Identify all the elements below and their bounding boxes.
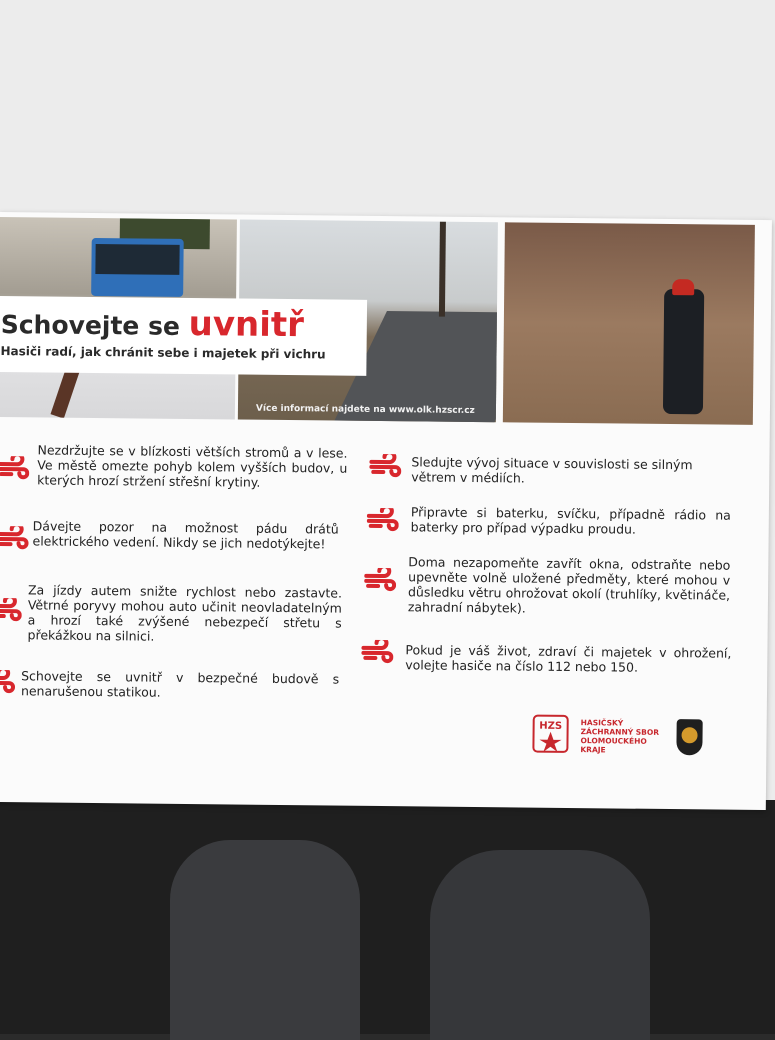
org-line-3: OLOMOUCKÉHO <box>580 736 647 746</box>
tip-left-1: Nezdržujte se v blízkosti větších stromů a v lese. Ve městě omezte pohyb kolem vyšších budov, u kterých hrozí stržení střešní krytiny. <box>37 442 348 490</box>
title-box <box>0 296 367 376</box>
wind-gust-icon <box>0 598 22 622</box>
wind-gust-icon <box>367 508 399 532</box>
flyer-page <box>0 212 772 810</box>
wind-gust-icon <box>369 454 401 478</box>
org-line-2: ZÁCHRANNÝ SBOR <box>580 727 660 737</box>
tip-left-2: Dávejte pozor na možnost pádu drátů elektrického vedení. Nikdy se jich nedotýkejte! <box>32 518 339 552</box>
title-part-2: uvnitř <box>188 303 305 346</box>
photo-firefighter-chainsaw <box>503 222 755 425</box>
tip-left-3: Za jízdy autem snižte rychlost nebo zastavte. Větrné poryvy mohou auto učinit neovladatelným a hrozí také zvýšené nebezpečí střetu s překážkou na silnici. <box>27 582 343 644</box>
tip-right-3: Doma nezapomeňte zavřít okna, odstraňte nebo upevněte volně uložené předměty, které mohou v důsledku větru ohrožovat okolí (truhlíky, květináče, zahradní nábytek). <box>407 554 731 616</box>
web-info-note: Více informací najdete na www.olk.hzscr.cz <box>255 403 475 416</box>
flyer-subtitle: Hasiči radí, jak chránit sebe i majetek při vichru <box>0 344 326 362</box>
flyer-title <box>1 302 304 345</box>
tip-right-2: Připravte si baterku, svíčku, případně rádio na baterky pro případ výpadku proudu. <box>410 504 731 537</box>
wind-gust-icon <box>361 640 393 664</box>
hzs-logo-icon <box>531 714 569 754</box>
tip-right-1: Sledujte vývoj situace v souvislosti se silným větrem v médiích. <box>411 454 693 486</box>
org-line-4: KRAJE <box>580 745 606 755</box>
wind-gust-icon <box>364 568 396 592</box>
hzs-org-name <box>580 718 659 755</box>
person-leg-right <box>430 850 650 1040</box>
wind-gust-icon <box>0 670 15 694</box>
org-line-1: HASIČSKÝ <box>580 718 624 728</box>
title-part-1: Schovejte se <box>0 310 189 341</box>
fire-brigade-badge-icon <box>676 719 702 755</box>
hzs-logo-letters: HZS <box>539 720 563 732</box>
tip-left-4: Schovejte se uvnitř v bezpečné budově s nenarušenou statikou. <box>20 668 340 700</box>
tip-right-4: Pokud je váš život, zdraví či majetek v ohrožení, volejte hasiče na číslo 112 nebo 150. <box>405 642 732 675</box>
person-leg-left <box>170 840 360 1040</box>
floor-background <box>0 800 775 1034</box>
wind-gust-icon <box>0 526 29 550</box>
wind-gust-icon <box>0 456 29 480</box>
